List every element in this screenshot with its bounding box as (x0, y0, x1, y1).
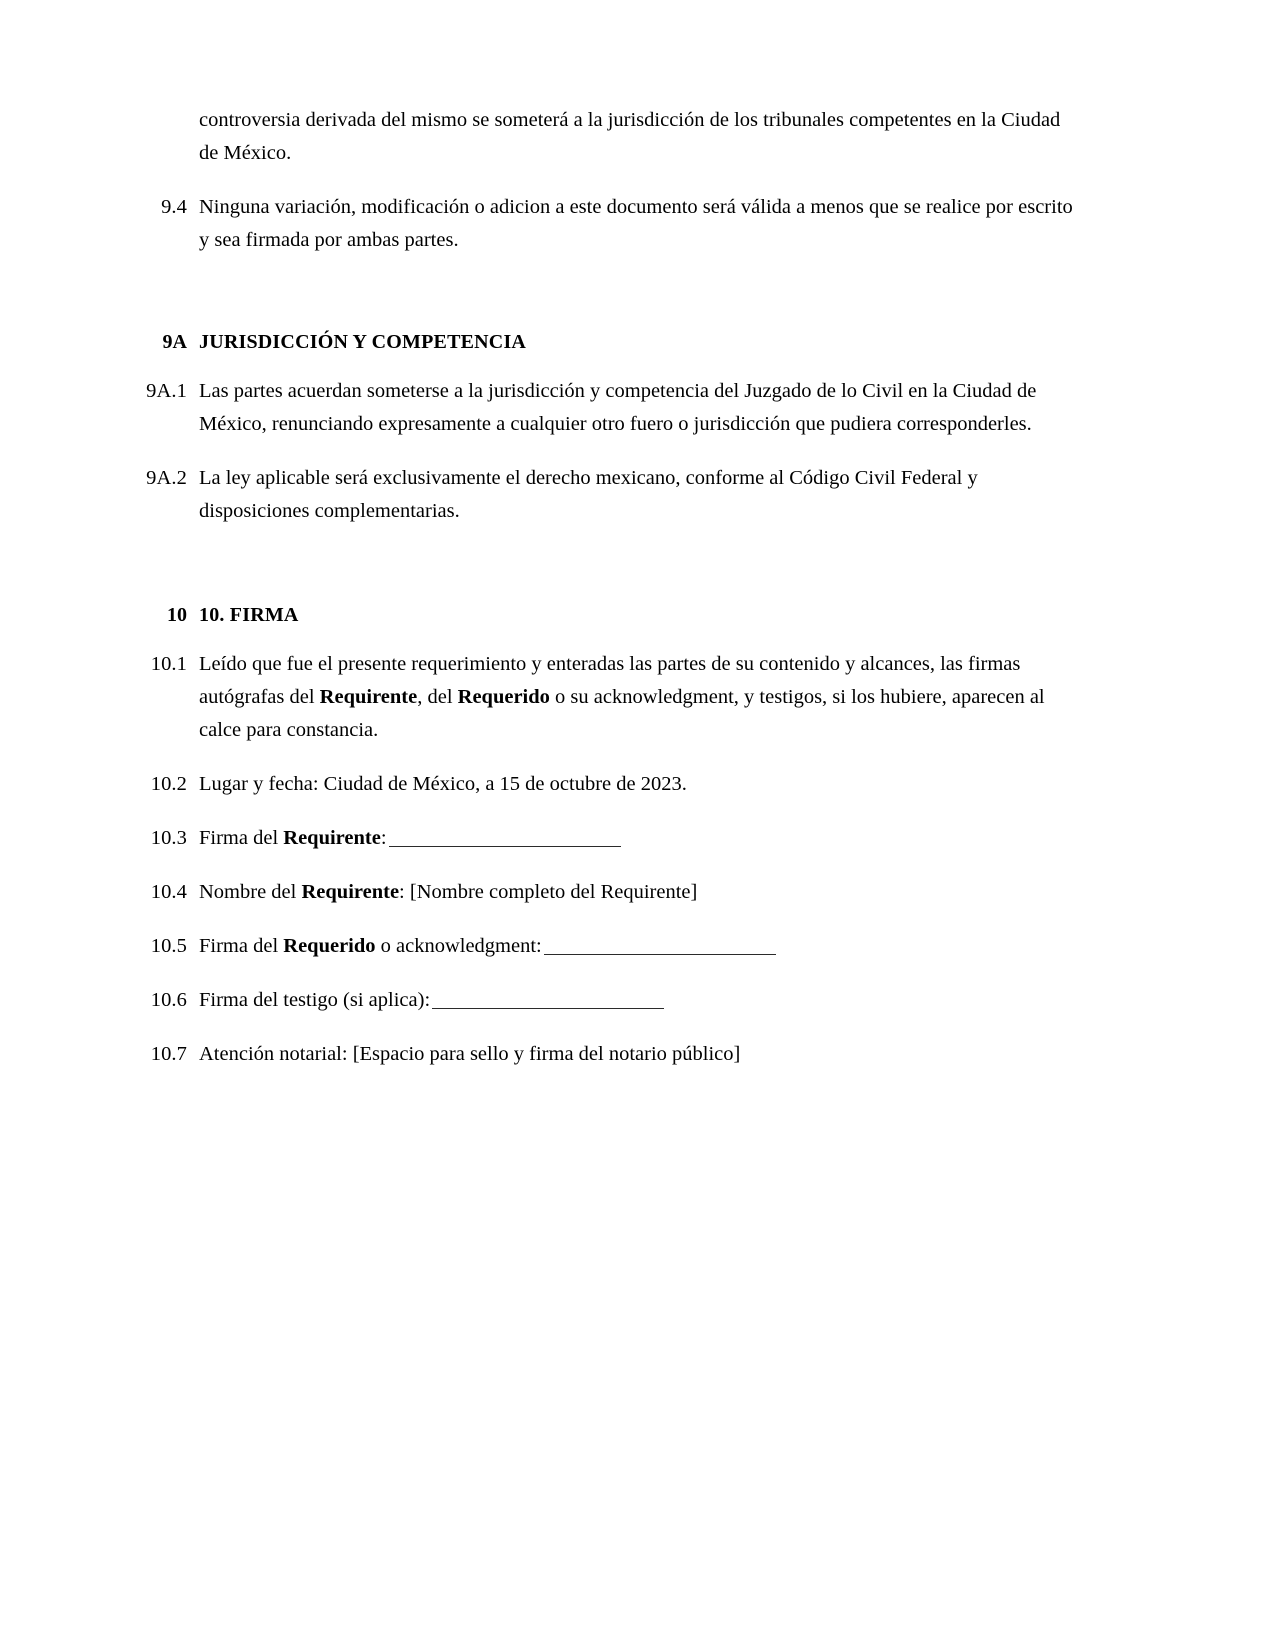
clause-text: Ninguna variación, modificación o adicion a este documento será válida a menos que se realice por escrito y sea firmada por ambas partes. (199, 196, 1073, 251)
clause-number: 10.5 (150, 935, 187, 957)
clause-text: Firma del Requirente: (187, 822, 1080, 855)
clause-text: Firma del Requerido o acknowledgment: (187, 930, 1080, 963)
document-body (135, 104, 1080, 1085)
clause-text: Las partes acuerdan someterse a la jurisdicción y competencia del Juzgado de lo Civil en la Ciudad de México, renunciando expresamente a cualquier otro fuero o jurisdicción que pudiera corresponderles. (199, 380, 1037, 435)
clause-10-1 (135, 648, 1080, 747)
clause-9a-2 (135, 462, 1080, 528)
section-number: 10 (167, 604, 187, 626)
clause-text: Atención notarial: [Espacio para sello y firma del notario público] (199, 1043, 741, 1065)
section-number: 9A (162, 331, 187, 353)
clause-10-3 (135, 822, 1080, 855)
clause-10-4 (135, 876, 1080, 909)
emphasized-term: Requirente (319, 686, 418, 708)
clause-10-2 (135, 768, 1080, 801)
section-spacer (135, 542, 1080, 600)
emphasized-term: Requirente (283, 827, 381, 849)
clause-text: Lugar y fecha: Ciudad de México, a 15 de octubre de 2023. (199, 773, 687, 795)
clause-text: Leído que fue el presente requerimiento y enteradas las partes de su contenido y alcances, las firmas autógrafas del Requirente, del Requerido o su acknowledgment, y testigos, si los hubiere, aparecen al calce para constancia. (199, 653, 1045, 741)
clause-text: La ley aplicable será exclusivamente el derecho mexicano, conforme al Código Civil Federal y disposiciones complementarias. (199, 467, 978, 522)
clause-number: 10.3 (150, 827, 187, 849)
section-title: 10. FIRMA (199, 604, 299, 626)
signature-line[interactable] (544, 954, 776, 955)
signature-line[interactable] (432, 1008, 664, 1009)
emphasized-term: Requerido (283, 935, 376, 957)
clause-10-5 (135, 930, 1080, 963)
heading-spacer (135, 358, 1080, 375)
clause-9a-1 (135, 375, 1080, 441)
clause-number: 10.4 (150, 881, 187, 903)
signature-line[interactable] (389, 846, 621, 847)
paragraph-continuation (135, 104, 1080, 170)
clause-number: 10.1 (150, 653, 187, 675)
clause-text: Firma del testigo (si aplica): (187, 984, 1080, 1017)
clause-number: 9A.1 (146, 380, 187, 402)
clause-number: 9.4 (161, 196, 187, 218)
clause-text: Nombre del Requirente: [Nombre completo del Requirente] (199, 881, 698, 903)
section-heading-9a (135, 327, 1080, 358)
section-title: JURISDICCIÓN Y COMPETENCIA (199, 331, 527, 353)
clause-number: 10.2 (150, 773, 187, 795)
clause-10-6 (135, 984, 1080, 1017)
emphasized-term: Requerido (457, 686, 550, 708)
clause-number: 10.7 (150, 1043, 187, 1065)
emphasized-term: Requirente (301, 881, 400, 903)
section-heading-10 (135, 600, 1080, 631)
clause-number: 9A.2 (146, 467, 187, 489)
clause-text: controversia derivada del mismo se someterá a la jurisdicción de los tribunales competentes en la Ciudad de México. (199, 109, 1061, 164)
clause-number: 10.6 (150, 989, 187, 1011)
section-spacer (135, 271, 1080, 327)
clause-10-7 (135, 1038, 1080, 1071)
heading-spacer (135, 631, 1080, 648)
clause-9-4 (135, 191, 1080, 257)
